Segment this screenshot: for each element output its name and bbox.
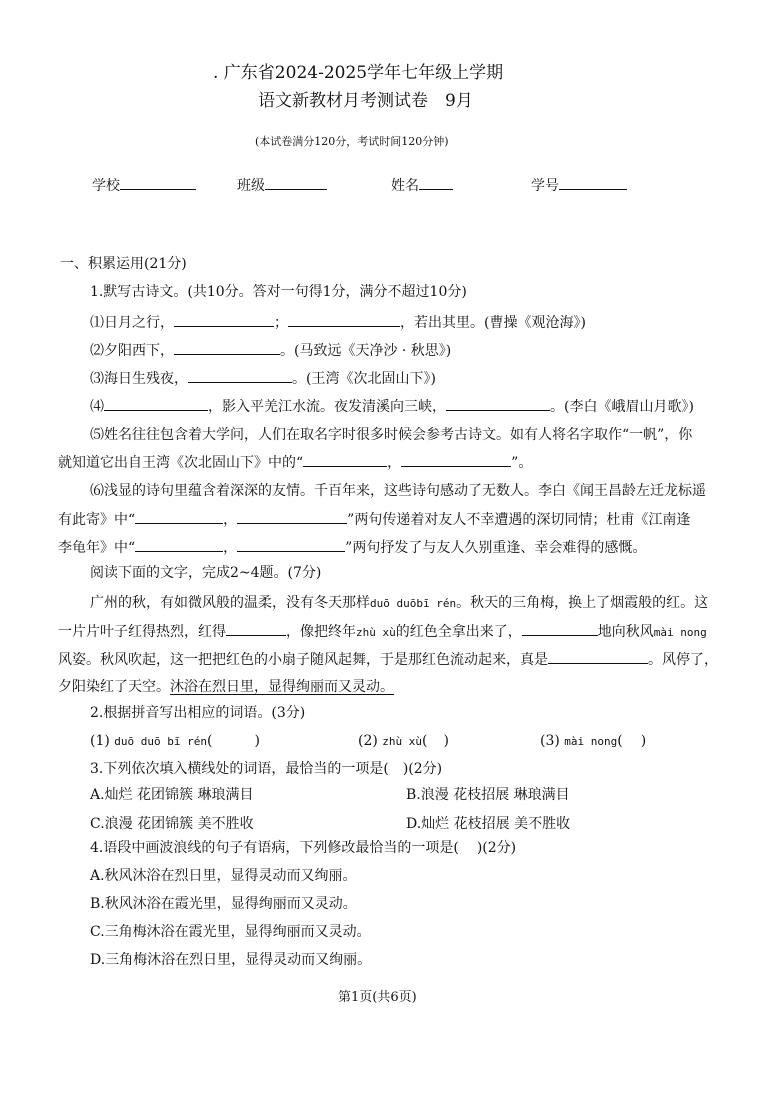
section1-heading: 一、积累运用(21分): [60, 256, 187, 272]
q1-4-text-b: ，影入平羌江水流。夜发清溪向三峡，: [208, 399, 446, 415]
q2-opt3-paren-open: (: [617, 733, 623, 749]
reading-p3: [58, 649, 718, 670]
q3-option-c[interactable]: C.浪漫 花团锦簇 美不胜收: [90, 816, 254, 832]
reading-blank-2[interactable]: [522, 621, 598, 636]
reading-p3-a: 风姿。秋风吹起，这一把把红色的小扇子随风起舞，于是那红色流动起来，真是: [58, 652, 548, 668]
q1-3-text-b: 。(王湾《次北固山下》): [292, 371, 436, 387]
q1-3: [90, 368, 436, 389]
q1-6-line1: ⑹浅显的诗句里蕴含着深深的友情。千百年来，这些诗句感动了无数人。李白《闻王昌龄左迁龙标遥: [90, 483, 706, 499]
q1-1-text-c: ，若出其里。(曹操《观沧海》): [400, 315, 586, 331]
q1-6-blank-3[interactable]: [135, 537, 223, 552]
q1-6-text-f: ”两句抒发了与友人久别重逢、幸会难得的感慨。: [345, 540, 647, 556]
q4-option-c[interactable]: C.三角梅沐浴在霞光里，显得绚丽而又灵动。: [90, 924, 371, 940]
reading-p2-b: ，像把终年: [286, 624, 356, 640]
q1-1-blank-2[interactable]: [288, 312, 400, 327]
q1-1-text-b: ；: [274, 315, 288, 331]
q1-5-text-b: ，: [387, 455, 402, 471]
q2-opt2-paren-close: ): [443, 733, 449, 749]
reading-p2-a: 一片片叶子红得热烈，红得: [58, 624, 226, 640]
reading-wavy-sentence: 沐浴在烈日里，显得绚丽而又灵动。: [170, 679, 394, 695]
q1-1: [90, 312, 586, 333]
reading-p2-d: 地向秋风: [597, 624, 654, 640]
name-label: 姓名: [391, 178, 419, 194]
q2-opt3-pinyin: mài nong: [564, 735, 618, 748]
q1-5-line2: [58, 452, 532, 473]
q4-stem: [90, 838, 516, 858]
q1-4: [90, 396, 694, 417]
q2-opt1-answer[interactable]: [212, 731, 254, 745]
q2-opt1-paren-close: ): [254, 733, 260, 749]
reading-p2-c: 的红色全拿出来了，: [395, 624, 522, 640]
q1-6-blank-4[interactable]: [237, 537, 345, 552]
q3-option-b[interactable]: B.浪漫 花枝招展 琳琅满目: [406, 787, 570, 803]
q1-6-line3: [58, 537, 646, 558]
q2-opt3-label: (3): [540, 733, 560, 749]
q1-4-text-c: 。(李白《峨眉山月歌》): [550, 399, 694, 415]
q3-option-d[interactable]: D.灿烂 花枝招展 美不胜收: [406, 816, 571, 832]
q1-5-line1: ⑸姓名往往包含着大学问，人们在取名字时很多时候会参考古诗文。如有人将名字取作“一帆”，你: [90, 427, 693, 443]
q1-2-blank[interactable]: [174, 340, 280, 355]
class-blank[interactable]: [265, 175, 327, 190]
exam-title-line1: . 广东省2024-2025学年七年级上学期: [213, 63, 504, 83]
q1-6-line2: [58, 509, 690, 530]
q1-6-blank-1[interactable]: [135, 509, 223, 524]
id-field[interactable]: [531, 175, 627, 196]
q4-option-d[interactable]: D.三角梅沐浴在烈日里，显得灵动而又绚丽。: [90, 952, 372, 968]
q2-opt1: [90, 731, 260, 752]
q2-opt2-pinyin: zhù xù: [382, 735, 423, 748]
q2-opt1-paren-open: (: [207, 733, 213, 749]
q1-6-text-b: ，: [223, 512, 238, 528]
school-label: 学校: [92, 178, 120, 194]
q3-stem: [90, 759, 442, 779]
q3-option-a[interactable]: A.灿烂 花团锦簇 琳琅满目: [90, 787, 254, 803]
q4-option-a[interactable]: A.秋风沐浴在烈日里，显得灵动而又绚丽。: [90, 868, 357, 884]
q1-5-text-a: 就知道它出自王湾《次北固山下》中的“: [58, 455, 304, 471]
q1-4-blank-2[interactable]: [446, 396, 550, 411]
q1-1-text-a: ⑴日月之行，: [90, 315, 174, 331]
exam-title-line2: 语文新教材月考测试卷 9月: [258, 91, 473, 111]
school-blank[interactable]: [120, 175, 196, 190]
reading-p2: [58, 621, 707, 643]
reading-p4: [58, 677, 394, 697]
reading-p1-b: 。秋天的三角梅，换上了烟霞般的红。这: [456, 595, 709, 611]
q1-intro: 1.默写古诗文。(共10分。答对一句得1分，满分不超过10分): [90, 284, 467, 300]
name-field[interactable]: [391, 175, 453, 196]
q1-5-text-c: ”。: [511, 455, 533, 471]
reading-p3-b: 。风停了，: [648, 652, 718, 668]
q2-opt2-label: (2): [358, 733, 378, 749]
q1-5-blank-2[interactable]: [401, 452, 511, 467]
reading-p1: [90, 593, 708, 614]
q2-stem: 2.根据拼音写出相应的词语。(3分): [90, 705, 306, 721]
q1-1-blank-1[interactable]: [174, 312, 274, 327]
q1-2-text-a: ⑵夕阳西下，: [90, 343, 174, 359]
q2-opt2-answer[interactable]: [428, 731, 444, 745]
reading-blank-1[interactable]: [226, 621, 286, 636]
q2-opt3: [540, 731, 646, 752]
q1-3-blank[interactable]: [188, 368, 292, 383]
q2-opt1-pinyin: duō duō bī rén: [114, 735, 208, 748]
q1-2-text-b: 。(马致远《天净沙 · 秋思》): [280, 343, 452, 359]
id-label: 学号: [531, 178, 559, 194]
id-blank[interactable]: [559, 175, 627, 190]
q1-4-text-a: ⑷: [90, 399, 104, 415]
reading-p4-a: 夕阳染红了天空。: [58, 679, 170, 695]
q1-6-text-c: ”两句传递着对友人不幸遭遇的深切同情；杜甫《江南逢: [347, 512, 691, 528]
q3-stem-end: )(2分): [402, 761, 443, 777]
page-number: 第1页(共6页): [338, 990, 417, 1005]
q1-3-text-a: ⑶海日生残夜，: [90, 371, 188, 387]
reading-intro: 阅读下面的文字，完成2~4题。(7分): [90, 565, 322, 581]
q3-stem-text: 3.下列依次填入横线处的词语，最恰当的一项是(: [90, 761, 389, 777]
reading-pinyin-2: zhù xù: [356, 626, 396, 639]
reading-pinyin-3: mài nong: [653, 626, 707, 639]
q2-opt3-answer[interactable]: [623, 731, 641, 745]
q1-6-text-a: 有此寄》中“: [58, 512, 136, 528]
q1-2: [90, 340, 451, 361]
q4-stem-text: 4.语段中画波浪线的句子有语病，下列修改最恰当的一项是(: [90, 840, 459, 856]
q1-4-blank-1[interactable]: [104, 396, 208, 411]
school-field[interactable]: [92, 175, 196, 196]
q1-6-text-e: ，: [223, 540, 238, 556]
reading-p1-a: 广州的秋，有如微风般的温柔，没有冬天那样: [90, 595, 370, 611]
q4-answer[interactable]: [459, 838, 477, 852]
q4-option-b[interactable]: B.秋风沐浴在霞光里，显得绚丽而又灵动。: [90, 896, 357, 912]
q2-opt2: [358, 731, 449, 752]
q1-6-text-d: 李龟年》中“: [58, 540, 136, 556]
class-label: 班级: [237, 178, 265, 194]
reading-pinyin-1: duō duōbī rén: [370, 597, 457, 610]
class-field[interactable]: [237, 175, 327, 196]
q4-stem-end: )(2分): [476, 840, 517, 856]
q2-opt2-paren-open: (: [422, 733, 428, 749]
reading-blank-3[interactable]: [548, 649, 648, 664]
exam-note: (本试卷满分120分，考试时间120分钟): [255, 135, 449, 148]
q1-5-blank-1[interactable]: [303, 452, 387, 467]
name-blank[interactable]: [419, 175, 453, 190]
q2-opt3-paren-close: ): [640, 733, 647, 749]
q1-6-blank-2[interactable]: [237, 509, 347, 524]
q3-answer[interactable]: [389, 759, 403, 773]
q2-opt1-label: (1): [90, 733, 110, 749]
